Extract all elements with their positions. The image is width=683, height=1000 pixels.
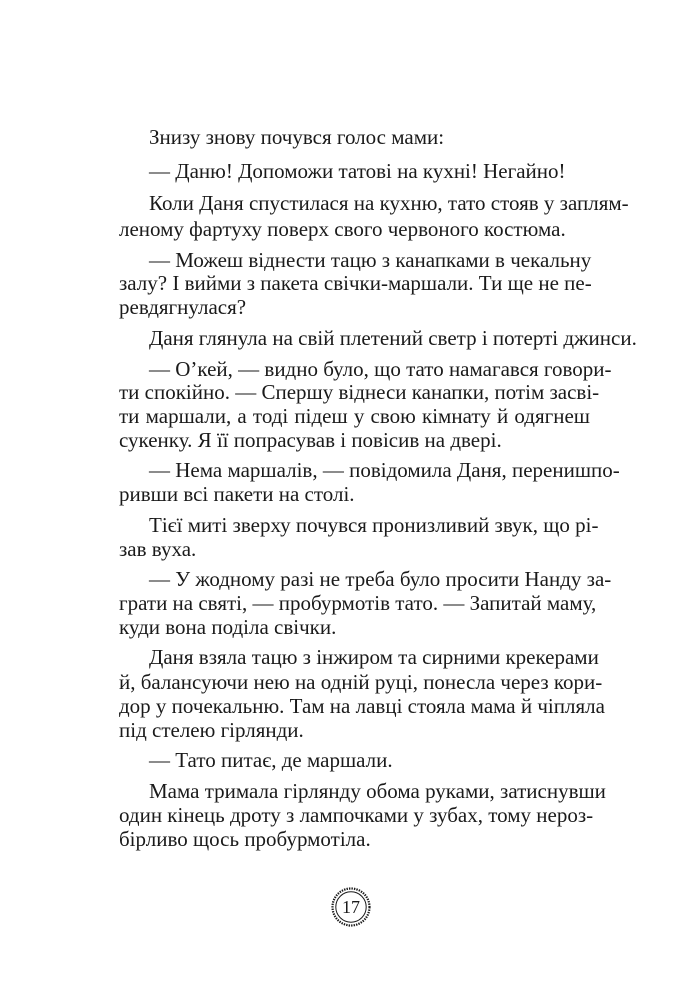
text-line: — У жодному разі не треба було просити Нанду за- <box>149 567 612 591</box>
text-line: ти спокійно. — Спершу віднеси канапки, потім засві- <box>119 380 600 404</box>
text-line: ривши всі пакети на столі. <box>119 482 355 506</box>
text-line: Знизу знову почувся голос мами: <box>149 125 445 149</box>
text-line: Коли Даня спустилася на кухню, тато стояв у заплям- <box>149 191 629 215</box>
text-line: й, балансуючи нею на одній руці, понесла через кори- <box>119 670 603 694</box>
text-line: Тієї миті зверху почувся пронизливий звук, що рі- <box>149 513 599 537</box>
text-line: ти маршали, а тоді підеш у свою кімнату й одягнеш <box>119 404 590 428</box>
text-line: — О’кей, — видно було, що тато намагався говори- <box>149 357 612 381</box>
text-line: сукенку. Я її попрасував і повісив на двері. <box>119 428 502 452</box>
text-line: Даня глянула на свій плетений светр і потерті джинси. <box>149 326 637 350</box>
text-line: леному фартуху поверх свого червоного костюма. <box>119 217 566 241</box>
text-line: залу? І вийми з пакета свічки-маршали. Ти ще не пе- <box>119 271 592 295</box>
text-line: зав вуха. <box>119 537 197 561</box>
text-line: один кінець дроту з лампочками у зубах, тому нероз- <box>119 803 594 827</box>
text-line: грати на святі, — пробурмотів тато. — Запитай маму, <box>119 591 597 615</box>
text-line: Даня взяла тацю з інжиром та сирними крекерами <box>149 645 599 669</box>
page-number: 17 <box>342 897 360 917</box>
text-line: ревдягнулася? <box>119 295 247 319</box>
text-line: Мама тримала гірлянду обома руками, затиснувши <box>149 779 606 803</box>
page-number-badge <box>331 887 371 927</box>
text-line: — Тато питає, де маршали. <box>149 748 393 772</box>
text-line: під стелею гірлянди. <box>119 718 304 742</box>
text-line: бірливо щось пробурмотіла. <box>119 827 371 851</box>
text-line: — Даню! Допоможи татові на кухні! Негайно! <box>149 159 566 183</box>
text-line: — Можеш віднести тацю з канапками в чекальну <box>149 248 592 272</box>
text-line: — Нема маршалів, — повідомила Даня, перенишпо- <box>149 458 620 482</box>
text-line: куди вона поділа свічки. <box>119 615 337 639</box>
text-line: дор у почекальню. Там на лавці стояла мама й чіпляла <box>119 694 605 718</box>
